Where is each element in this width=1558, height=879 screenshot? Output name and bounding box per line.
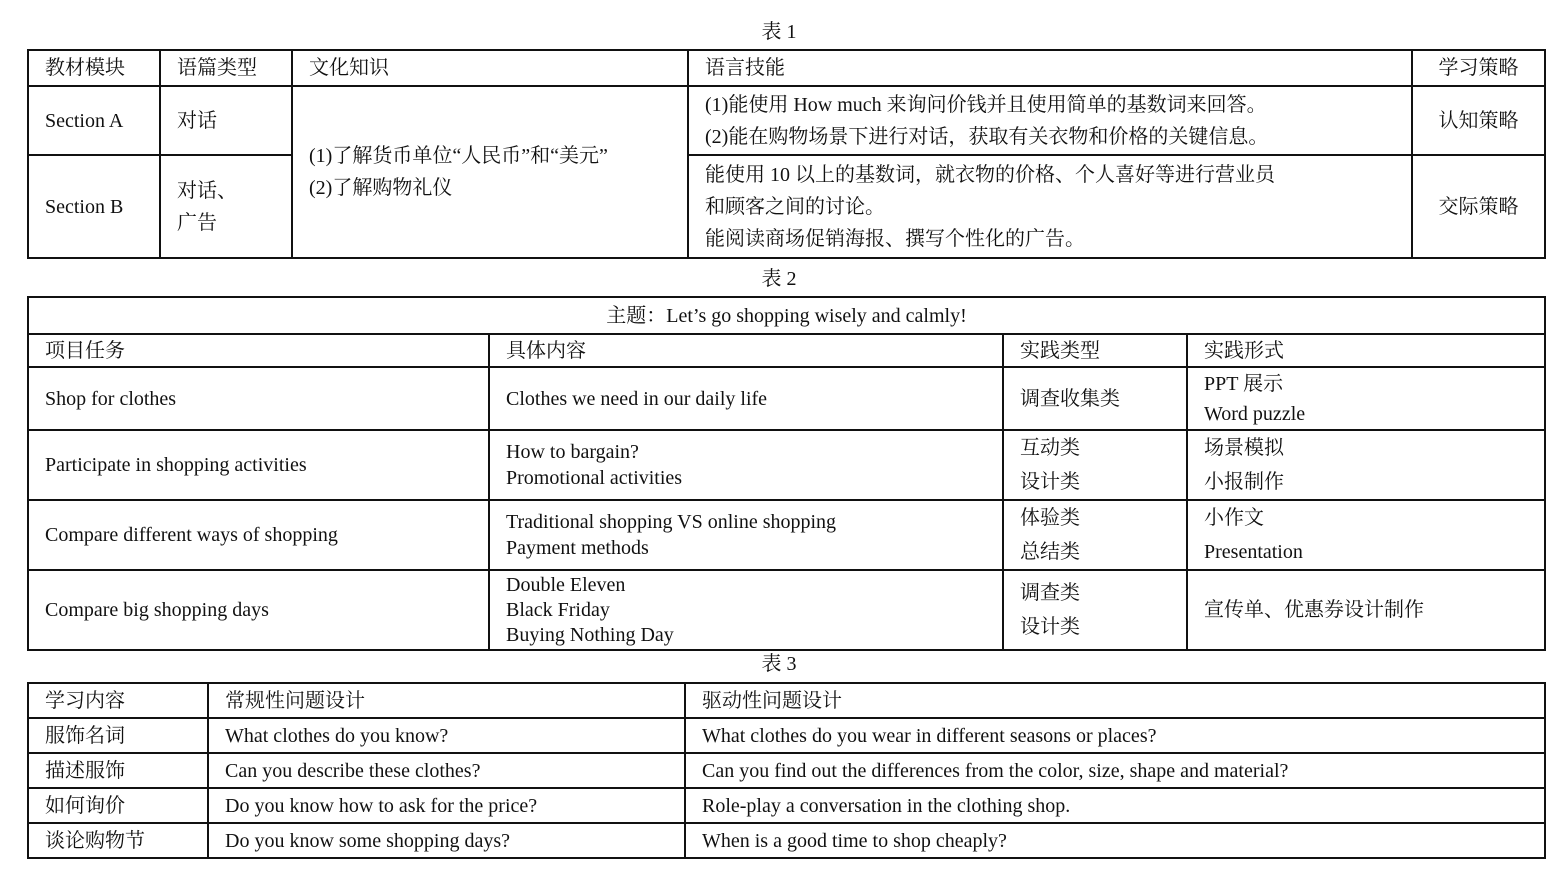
table2-ptype [1003, 500, 1187, 570]
table2-form [1187, 430, 1545, 500]
table3-driving-question: When is a good time to shop cheaply? [685, 823, 1545, 858]
table2-ptype-line: 设计类 [1020, 471, 1080, 493]
table1-header-skills: 语言技能 [688, 50, 1412, 86]
table2-form [1187, 500, 1545, 570]
table1-header-culture: 文化知识 [292, 50, 688, 86]
table1-module-b: Section B [28, 155, 160, 258]
table1-type-line: 广告 [177, 211, 217, 234]
table1-strategy-a: 认知策略 [1412, 86, 1545, 155]
table3-topic: 如何询价 [28, 788, 208, 823]
table2-content [489, 500, 1003, 570]
table2-theme: 主题：Let’s go shopping wisely and calmly! [28, 297, 1545, 334]
table2-ptype [1003, 570, 1187, 650]
table2-form-line: Presentation [1204, 541, 1303, 563]
table2-form-line: 场景模拟 [1204, 437, 1284, 459]
table1-culture-line: (2)了解购物礼仪 [309, 177, 453, 199]
table2-row [28, 500, 1545, 570]
table2-form-line: 宣传单、优惠券设计制作 [1204, 599, 1424, 621]
table3-topic: 描述服饰 [28, 753, 208, 788]
table3-regular-question: Do you know some shopping days? [208, 823, 685, 858]
table1-skills-b [688, 155, 1412, 258]
table1-skill-line: (2)能在购物场景下进行对话，获取有关衣物和价格的关键信息。 [705, 125, 1269, 148]
table3-driving-question: What clothes do you wear in different seasons or places? [685, 718, 1545, 753]
table2-row [28, 430, 1545, 500]
table3-regular-question: Can you describe these clothes? [208, 753, 685, 788]
table1-culture-line: (1)了解货币单位“人民币”和“美元” [309, 145, 608, 167]
table2-content [489, 367, 1003, 430]
table1-strategy-b: 交际策略 [1412, 155, 1545, 258]
table2-ptype-line: 调查类 [1020, 582, 1080, 604]
table2-row [28, 367, 1545, 430]
table1-header-row [28, 50, 1545, 86]
table2 [27, 296, 1546, 651]
table2-task: Compare big shopping days [28, 570, 489, 650]
table3-topic: 谈论购物节 [28, 823, 208, 858]
table1-skill-line: (1)能使用 How much 来询问价钱并且使用简单的基数词来回答。 [705, 93, 1267, 116]
table2-header-content: 具体内容 [489, 334, 1003, 367]
table1-type-a: 对话 [160, 86, 292, 155]
table2-form-line: 小报制作 [1204, 471, 1284, 493]
table2-form [1187, 570, 1545, 650]
table2-ptype-line: 总结类 [1020, 541, 1080, 563]
table3-caption: 表 3 [761, 653, 797, 675]
table2-content [489, 430, 1003, 500]
table3-topic: 服饰名词 [28, 718, 208, 753]
table2-task: Compare different ways of shopping [28, 500, 489, 570]
table1-caption: 表 1 [761, 21, 797, 43]
table1-header-type: 语篇类型 [160, 50, 292, 86]
table1-header-module: 教材模块 [28, 50, 160, 86]
table1-module-a: Section A [28, 86, 160, 155]
table2-caption: 表 2 [761, 268, 797, 290]
table3-header-regular: 常规性问题设计 [208, 683, 685, 718]
table2-ptype-line: 调查收集类 [1020, 387, 1120, 410]
table1-header-strategy: 学习策略 [1412, 50, 1545, 86]
table2-header-task: 项目任务 [28, 334, 489, 367]
table3-header-row [28, 683, 1545, 718]
table1-skill-line: 能使用 10 以上的基数词，就衣物的价格、个人喜好等进行营业员 [705, 163, 1275, 186]
table3-regular-question: What clothes do you know? [208, 718, 685, 753]
table1-type-b [160, 155, 292, 258]
table2-ptype-line: 互动类 [1020, 437, 1080, 459]
table2-content-line: Traditional shopping VS online shopping [506, 511, 837, 533]
table2-header-row [28, 334, 1545, 367]
table2-form [1187, 367, 1545, 430]
table2-ptype [1003, 367, 1187, 430]
table2-content-line: How to bargain? [506, 441, 639, 463]
table2-content-line: Buying Nothing Day [506, 623, 674, 646]
table2-content-line: Clothes we need in our daily life [506, 387, 768, 410]
table3-row [28, 788, 1545, 823]
table2-content-line: Double Eleven [506, 573, 626, 596]
table2-header-ptype: 实践类型 [1003, 334, 1187, 367]
table2-content-line: Black Friday [506, 598, 610, 621]
table2-theme-row [28, 297, 1545, 334]
table1-skill-line: 能阅读商场促销海报、撰写个性化的广告。 [705, 227, 1085, 250]
table1 [27, 49, 1546, 259]
table2-content-line: Promotional activities [506, 467, 683, 489]
table1-type-line: 对话、 [177, 179, 237, 202]
table2-ptype [1003, 430, 1187, 500]
table1-row [28, 86, 1545, 155]
table3-regular-question: Do you know how to ask for the price? [208, 788, 685, 823]
table2-task: Shop for clothes [28, 367, 489, 430]
table3-row [28, 718, 1545, 753]
table3-driving-question: Role-play a conversation in the clothing shop. [685, 788, 1545, 823]
table1-culture-cell [292, 86, 688, 258]
table1-skills-a [688, 86, 1412, 155]
table1-row [28, 155, 1545, 258]
table2-task: Participate in shopping activities [28, 430, 489, 500]
table3-driving-question: Can you find out the differences from the color, size, shape and material? [685, 753, 1545, 788]
table2-ptype-line: 体验类 [1020, 507, 1080, 529]
table3-header-content: 学习内容 [28, 683, 208, 718]
table2-form-line: Word puzzle [1204, 402, 1306, 425]
table2-ptype-line: 设计类 [1020, 616, 1080, 638]
table3 [27, 682, 1546, 859]
table3-row [28, 753, 1545, 788]
table2-row [28, 570, 1545, 650]
table2-content-line: Payment methods [506, 537, 649, 559]
table2-header-form: 实践形式 [1187, 334, 1545, 367]
table3-header-driving: 驱动性问题设计 [685, 683, 1545, 718]
table3-row [28, 823, 1545, 858]
table1-skill-line: 和顾客之间的讨论。 [705, 195, 885, 218]
table2-form-line: PPT 展示 [1204, 372, 1284, 395]
table2-content [489, 570, 1003, 650]
table2-form-line: 小作文 [1204, 507, 1264, 529]
